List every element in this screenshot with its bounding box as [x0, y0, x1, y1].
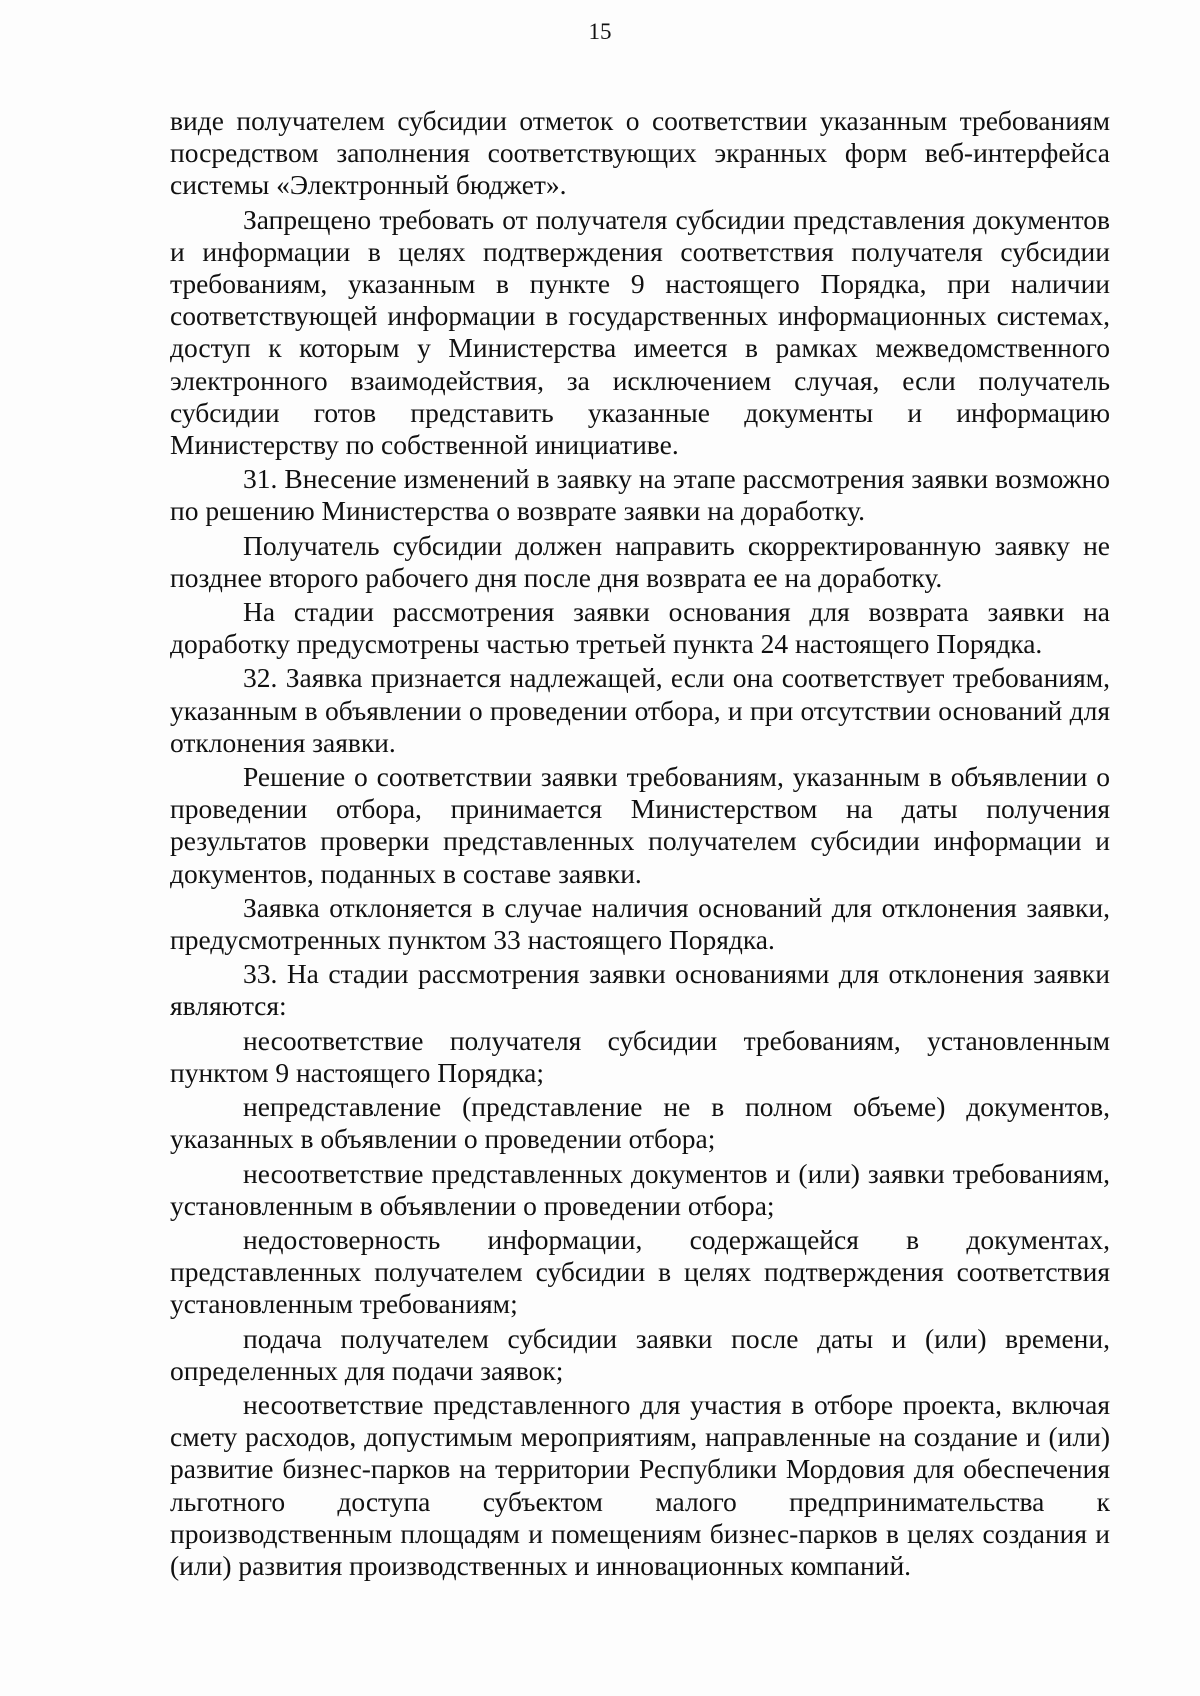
paragraph: На стадии рассмотрения заявки основания для возврата заявки на доработку предусмотрены частью третьей пункта 24 настоящего Порядка. — [170, 596, 1110, 660]
document-body — [170, 105, 1110, 1582]
paragraph: Решение о соответствии заявки требованиям, указанным в объявлении о проведении отбора, принимается Министерством на даты получения результатов проверки представленных получателем субсидии информации и документов, поданных в составе заявки. — [170, 761, 1110, 889]
list-item-ground: несоответствие получателя субсидии требованиям, установленным пунктом 9 настоящего Порядка; — [170, 1024, 1110, 1088]
paragraph-continuation: виде получателем субсидии отметок о соответствии указанным требованиям посредством заполнения соответствующих экранных форм веб-интерфейса системы «Электронный бюджет». — [170, 105, 1110, 201]
paragraph: Получатель субсидии должен направить скорректированную заявку не позднее второго рабочего дня после дня возврата ее на доработку. — [170, 529, 1110, 593]
list-item-ground: недостоверность информации, содержащейся в документах, представленных получателем субсидии в целях подтверждения соответствия установленным требованиям; — [170, 1223, 1110, 1320]
paragraph-clause-31: 31. Внесение изменений в заявку на этапе рассмотрения заявки возможно по решению Министерства о возврате заявки на доработку. — [170, 463, 1110, 527]
list-item-ground: несоответствие представленного для участия в отборе проекта, включая смету расходов, допустимым мероприятиям, направленные на создание и (или) развитие бизнес-парков на территории Республики Мордовия для обеспечения льготного доступа субъектом малого предпринимательства к производственным площадям и помещениям бизнес-парков в целях создания и (или) развития производственных и инновационных компаний. — [170, 1388, 1110, 1581]
list-item-ground: подача получателем субсидии заявки после даты и (или) времени, определенных для подачи заявок; — [170, 1322, 1110, 1386]
list-item-ground: непредставление (представление не в полном объеме) документов, указанных в объявлении о проведении отбора; — [170, 1091, 1110, 1155]
paragraph: Запрещено требовать от получателя субсидии представления документов и информации в целях подтверждения соответствия получателя субсидии требованиям, указанным в пункте 9 настоящего Порядка, при наличии соответствующей информации в государственных информационных системах, доступ к которым у Министерства имеется в рамках межведомственного электронного взаимодействия, за исключением случая, если получатель субсидии готов представить указанные документы и информацию Министерству по собственной инициативе. — [170, 203, 1110, 461]
paragraph-clause-32: 32. Заявка признается надлежащей, если она соответствует требованиям, указанным в объявлении о проведении отбора, и при отсутствии оснований для отклонения заявки. — [170, 662, 1110, 758]
page-number: 15 — [588, 19, 612, 44]
list-item-ground: несоответствие представленных документов и (или) заявки требованиям, установленным в объявлении о проведении отбора; — [170, 1157, 1110, 1221]
paragraph-clause-33: 33. На стадии рассмотрения заявки основаниями для отклонения заявки являются: — [170, 958, 1110, 1022]
paragraph: Заявка отклоняется в случае наличия оснований для отклонения заявки, предусмотренных пунктом 33 настоящего Порядка. — [170, 891, 1110, 956]
